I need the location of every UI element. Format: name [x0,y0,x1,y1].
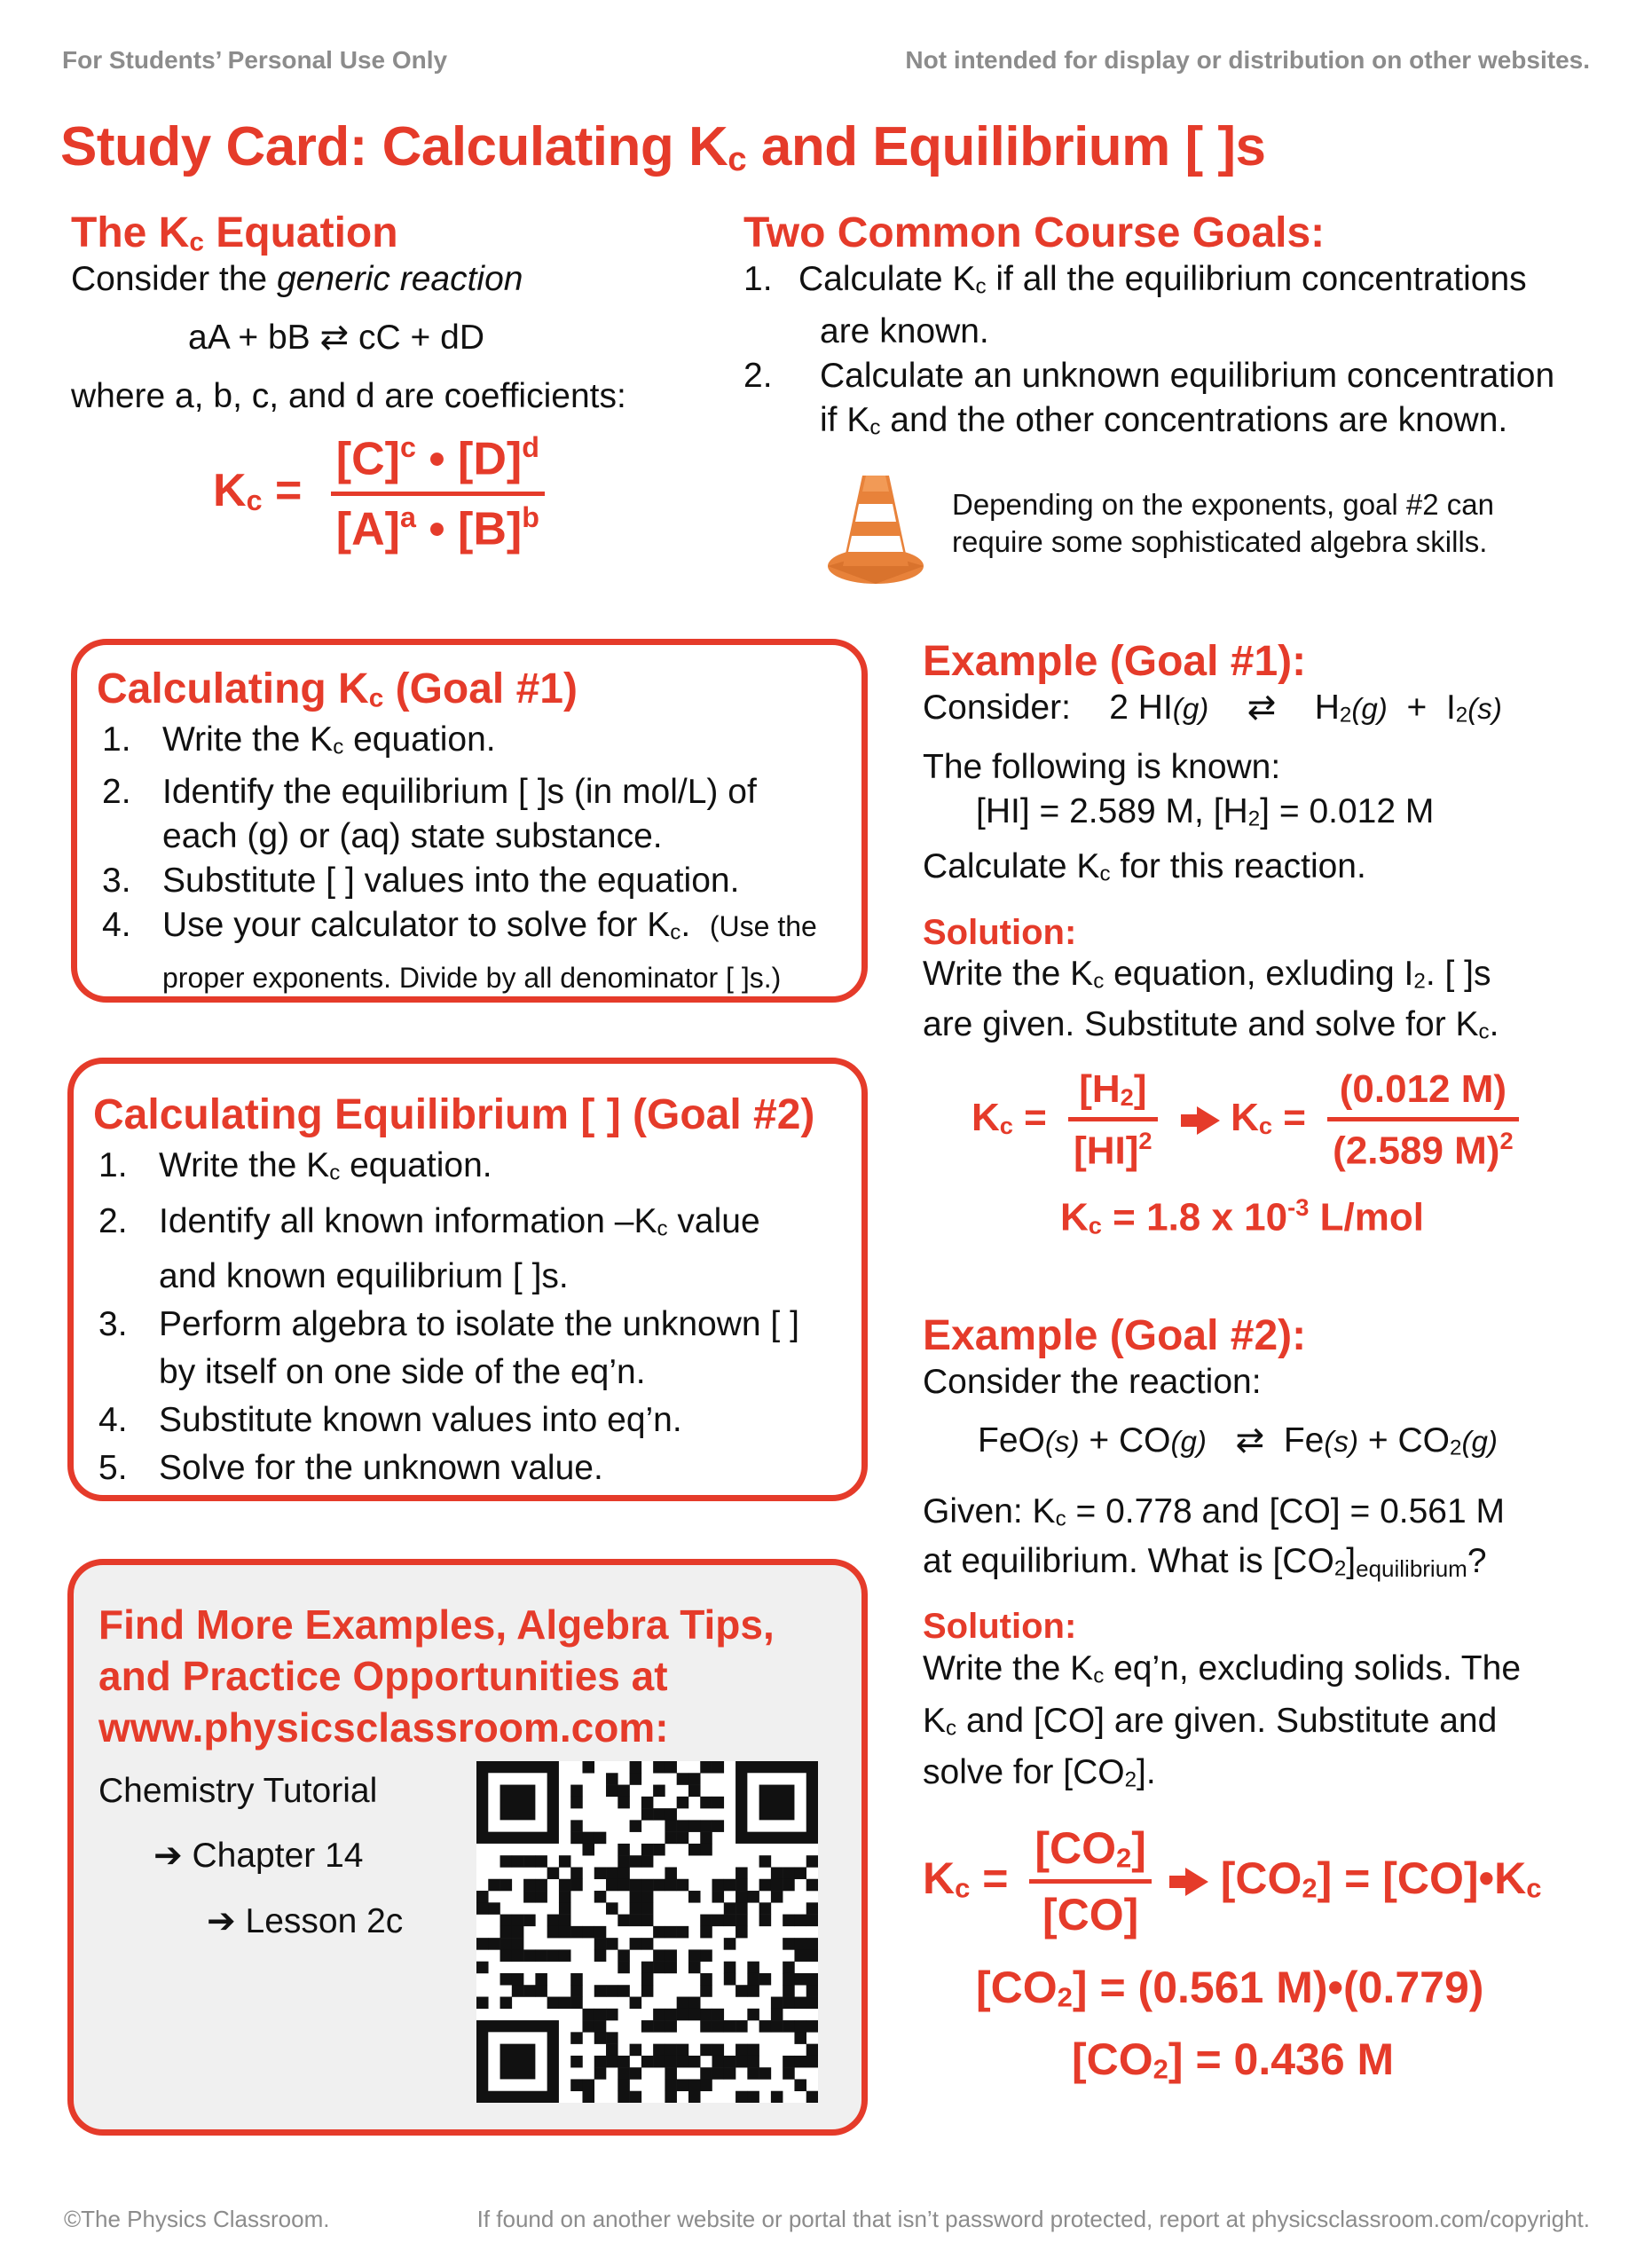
example2-reaction: FeO(s) + CO(g) ⇄ Fe(s) + CO2(g) [978,1421,1498,1460]
example1-solution-label: Solution: [923,912,1077,952]
footer-copyright: ©The Physics Classroom. [64,2206,330,2232]
list-item: 1. Write the Kc equation. [102,720,496,759]
example1-task: Calculate Kc for this reaction. [923,847,1366,886]
list-item: 5. Solve for the unknown value. [98,1449,603,1488]
example2-section [923,1311,1624,2086]
tutorial-label: Chemistry Tutorial [98,1772,378,1810]
lesson-link[interactable]: ➔ Lesson 2c [207,1902,404,1940]
kc-numerator: $[C]^c$ • $[D]^d$ [335,431,539,485]
list-item: 1. Write the Kc equation. [98,1146,492,1185]
footer-report-note: If found on another website or portal that isn’t password protected, report at physicsclassroom.com/copyright. [476,2206,1590,2232]
example2-fraction: [CO2] [CO] [1029,1822,1152,1941]
right-arrow-icon [1169,1853,1208,1903]
header-left-note: For Students’ Personal Use Only [62,46,448,74]
chapter-link[interactable]: ➔ Chapter 14 [153,1837,364,1875]
example2-result: [CO2] = 0.436 M [1072,2034,1395,2085]
page-title: Study Card: Calculating Kc and Equilibrium [ ]s [60,116,1266,178]
list-item: 2. Identify the equilibrium [ ]s (in mol/L) of each (g) or (aq) state substance. [102,772,757,855]
traffic-cone-icon [825,470,927,590]
example1-solution-text: Write the Kc equation, exluding I2. [ ]s are given. Substitute and solve for Kc. [923,954,1499,1044]
example2-consider: Consider the reaction: [923,1363,1262,1401]
example1-known-values: [HI] = 2.589 M, [H2] = 0.012 M [976,791,1435,831]
example2-given: Given: Kc = 0.778 and [CO] = 0.561 M at equilibrium. What is [CO2]equilibrium? [923,1491,1505,1583]
website-link[interactable]: www.physicsclassroom.com: [98,1704,669,1751]
list-item: 4. Substitute known values into eq’n. [98,1401,682,1440]
example2-solution-text: Write the Kc eq’n, excluding solids. The Kc and [CO] are given. Substitute and solve for [CO2]. [923,1648,1522,1792]
generic-reaction-intro: Consider the generic reaction [71,260,523,299]
kc-general-formula [71,431,728,555]
course-goals-list [743,257,1595,450]
example1-reaction: Consider: 2 HI(g) ⇄ H2(g) + I2(s) [923,688,1502,728]
example1-section [923,637,1615,1239]
example1-formula: Kc = [H2] [HI]$^2$ Kc = (0.012 M) (2.589 M)$^2$ [923,1067,1615,1173]
fraction-bar [331,492,545,496]
coefficients-note: where a, b, c, and d are coefficients: [71,377,626,416]
qr-code-icon[interactable] [476,1761,818,2103]
goal2-steps [83,1142,854,1492]
example2-solution-label: Solution: [923,1606,1077,1646]
goal2-heading: Calculating Equilibrium [ ] (Goal #2) [93,1091,815,1138]
example2-rearranged: [CO2] = [CO]•Kc [1220,1853,1542,1904]
example1-symbolic-fraction: [H2] [HI]$^2$ [1068,1067,1157,1173]
goal1-steps [86,718,849,999]
example1-known-label: The following is known: [923,747,1281,786]
kc-equation-heading: The Kc Equation [71,209,398,257]
right-arrow-icon [1181,1096,1220,1139]
generic-reaction: aA + bB ⇄ cC + dD [188,319,485,358]
example2-formula: Kc = [CO2] [CO] [CO2] = [CO]•Kc [923,1822,1542,1940]
list-item: 3. Perform algebra to isolate the unknown [ ] by itself on one side of the eq’n. [98,1305,799,1392]
example1-numeric-fraction: (0.012 M) (2.589 M)$^2$ [1327,1067,1518,1173]
list-item: 2. Calculate an unknown equilibrium concentration if Kc and the other concentrations are known. [743,356,1555,440]
course-goals-heading: Two Common Course Goals: [743,209,1326,256]
list-item: 4. Use your calculator to solve for Kc. (Use the proper exponents. Divide by all denominator [ ]s.) [102,905,817,995]
example1-result: Kc = 1.8 x $10^{-3}$ L/mol [1060,1192,1424,1239]
course-goals-section [743,209,1595,450]
kc-label: Kc = [213,465,303,517]
list-item: 2. Identify all known information –Kc value and known equilibrium [ ]s. [98,1201,760,1296]
kc-fraction [331,431,545,555]
example2-heading: Example (Goal #2): [923,1312,1307,1359]
kc-denominator: $[A]^a$ • $[B]^b$ [335,500,539,555]
goal1-box [71,639,868,1003]
kc-equation-section [71,209,728,555]
goal2-box [67,1058,868,1501]
example1-heading: Example (Goal #1): [923,638,1307,685]
goal1-heading: Calculating Kc (Goal #1) [97,665,578,713]
caution-note: Depending on the exponents, goal #2 can require some sophisticated algebra skills. [952,488,1494,558]
header-right-note: Not intended for display or distribution on other websites. [905,46,1590,74]
resources-heading: Find More Examples, Algebra Tips, and Practice Opportunities at www.physicsclassroom.com: [98,1599,775,1753]
list-item: 1. Calculate Kc if all the equilibrium concentrations are known. [743,260,1527,350]
list-item: 3. Substitute [ ] values into the equation. [102,861,740,900]
example2-substitution: [CO2] = (0.561 M)•(0.779) [976,1963,1484,2014]
